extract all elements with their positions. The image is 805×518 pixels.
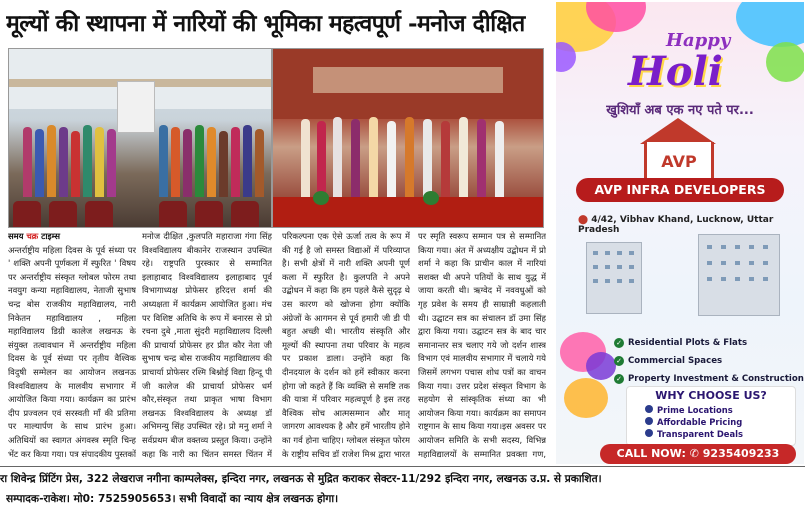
house-roof-icon bbox=[640, 118, 716, 144]
why-item: Prime Locations bbox=[645, 405, 733, 415]
location-pin-icon: ⬤ bbox=[578, 215, 589, 225]
building-illustration-right bbox=[698, 234, 780, 316]
feature-item: ✓ Commercial Spaces bbox=[614, 356, 794, 366]
article-column-3: परिकल्पना एक ऐसे ऊर्जा तत्व के रूप में की गई है जो समस्त विद्याओं में परिव्याप्त है। सभी क्षेत्रों में नारी शक्ति अपनी पूर्ण कला में स्फुरित है। कुलपति ने अपने उद्बोधन में कहा कि हम पहले कैसे सुदृढ़ थे उस कारण को खोजना होगा क्योंकि अंग्रेजों के आगमन से पूर्व हमारी जी डी पी बहुत अच्छी थी। भारतीय संस्कृति और मूल्यों की स्थापना तथा परिवार के महत्व पर प्रकाश डाला। उन्होंने कहा कि दीनदयाल के दर्शन को हमें स्वीकार करना होगा जो कहते हैं कि व्यक्ति से समष्टि तक की यात्रा में परिवार महत्वपूर्ण है इस तरह वैश्विक सोच आत्मसम्मान और मातृ जागरण आवश्यक है और हमें भारतीय होने का गर्व होना चाहिए। ग्लोबल संस्कृत फोरम के राष्ट्रीय सचिव डॉ राजेश मिश्र द्वारा भारत bbox=[282, 231, 410, 459]
bullet-icon bbox=[645, 405, 653, 413]
advertisement[interactable] bbox=[556, 2, 804, 464]
article-column-4: पर स्मृति स्वरूप सम्मान पत्र से सम्मानित किया गया। अंत में अध्यक्षीय उद्बोधन में प्रो शर्मा ने कहा कि प्राचीन काल में नारियां सशक्त थी अपने पतियों के साथ युद्ध में जाया करती थी। ऋग्वेद में नववधुओं को गृह प्रवेश के समय ही साम्राज्ञी कहलाती थी। उद्घाटन सत्र का संचालन डॉ उमा सिंह द्वारा किया गया। उद्घाटन सत्र के बाद चार समानान्तर सत्र चलाए गये जो दर्शन शास्त्र विभाग एवं मालवीय सभागार में चलाये गये जिसमें लगभग पचास शोध पत्रों का वाचन किया गया। उत्तर प्रदेश संस्कृत विभाग के सहयोग से सांस्कृतिक संध्या का भी आयोजन किया गया। कार्यक्रम का समापन राष्ट्रगान के साथ किया गया।इस अवसर पर आयोजन समिति के सभी सदस्य, विभिन्न महाविद्यालयों के सम्मानित प्रवक्ता गण, bbox=[418, 231, 546, 459]
why-choose-us-box bbox=[626, 386, 796, 446]
check-icon: ✓ bbox=[614, 356, 624, 366]
why-item: Transparent Deals bbox=[645, 429, 743, 439]
phone-number[interactable]: 9235409233 bbox=[702, 447, 780, 460]
bullet-icon bbox=[645, 417, 653, 425]
article-column-2: मनोज दीक्षित ,कुलपति महाराजा गंगा सिंह विश्वविद्यालय बीकानेर राजस्थान उपस्थित रहे। राष्ट्रपति पुरस्कार से सम्मानित इलाहाबाद विश्वविद्यालय इलाहाबाद पूर्व विभागाध्यक्ष प्रोफेसर हरिदत्त शर्मा की अध्यक्षता में कार्यक्रम आयोजित हुआ। मंच पर विशिष्ट अतिथि के रूप में बनारस से प्रो रचना दुबे ,माता सुंदरी महाविद्यालय दिल्ली की प्राचार्या प्रोफेसर हर प्रीत कौर नेता जी सुभाष चन्द्र बोस राजकीय महाविद्यालय की प्राचार्या प्रोफेसर रश्मि बिश्नोई विद्या हिन्दू पी जी कालेज की प्राचार्या प्रोफेसर धर्म कौर,संस्कृत तथा प्राकृत भाषा विभाग लखनऊ विश्वविद्यालय के अध्यक्ष डॉ अभिमन्यु सिंह उपस्थित रहे। प्रो मनु शर्मा ने सर्वप्रथम बीज वक्तव्य प्रस्तुत किया। उन्होंने कहा कि नारी का चिंतन समस्त चिंतन में bbox=[142, 231, 272, 459]
building-illustration-left bbox=[586, 242, 642, 314]
feature-item: ✓ Property Investment & Construction bbox=[614, 374, 794, 384]
editor-line: सम्पादक-राकेश। मो0: 7525905653। सभी विवादों का न्याय क्षेत्र लखनऊ होगा। bbox=[6, 493, 339, 505]
feature-list bbox=[614, 338, 804, 392]
event-photo-right bbox=[272, 48, 544, 228]
dateline: समय चक्र टाइम्स bbox=[8, 231, 61, 241]
feature-item: ✓ Residential Plots & Flats bbox=[614, 338, 794, 348]
why-item: Affordable Pricing bbox=[645, 417, 742, 427]
phone-icon: ✆ bbox=[689, 447, 699, 460]
headline: मूल्यों की स्थापना में नारियों की भूमिका महत्वपूर्ण -मनोज दीक्षित bbox=[6, 10, 525, 37]
imprint-line: रा शिवेन्द्र प्रिंटिंग प्रेस, 322 लेखराज नगीना काम्पलेक्स, इन्दिरा नगर, लखनऊ से मुद्रित कराकर सेक्टर-11/292 इन्दिरा नगर, लखनऊ उ.प्र. से प्रकाशित। bbox=[0, 473, 602, 485]
footer-divider bbox=[0, 466, 805, 467]
brand-logo: AVP bbox=[644, 142, 714, 185]
article-column-1 bbox=[8, 230, 136, 462]
call-now-button[interactable] bbox=[600, 444, 796, 464]
article-text-1: अन्तर्राष्ट्रीय महिला दिवस के पूर्व संध्या पर ' शक्ति अपनी पूर्णकला में स्फुरित ' विषय पर अन्तर्राष्ट्रीय संस्कृत ग्लोबल फोरम तथा नवयुग कन्या महाविद्यालय, नेताजी सुभाष चन्द्र बोस राजकीय महाविद्यालय, नारी निकेतन महाविद्यालय , महिला महाविद्यालय डिग्री कालेज लखनऊ के संयुक्त तत्वावधान में अन्तर्राष्ट्रीय महिला दिवस के पूर्व संध्या पर तृतीय वैश्विक विदुषी सम्मेलन का आयोजन लखनऊ विश्वविद्यालय के मालवीय सभागार में आयोजित किया गया। कार्यक्रम का प्रारंभ दीप प्रज्वलन एवं सरस्वती माँ की प्रतिमा पर माल्यार्पण के साथ प्रारंभ हुआ। अतिथियों का स्वागत अंगवस्त्र स्मृति चिन्ह भेंट कर किया गया। पत्र संपादकीय पुस्तकों bbox=[8, 244, 136, 459]
call-label: CALL NOW: bbox=[616, 447, 686, 460]
dateline-brand: चक्र bbox=[26, 231, 39, 241]
holi-text: Holi bbox=[628, 48, 723, 95]
ad-tagline: खुशियाँ अब एक नए पते पर... bbox=[606, 103, 754, 118]
why-choose-us-title: WHY CHOOSE US? bbox=[655, 389, 767, 402]
brand-name: AVP INFRA DEVELOPERS bbox=[576, 178, 784, 202]
happy-text: Happy bbox=[666, 30, 731, 51]
event-photo-left bbox=[8, 48, 272, 228]
bullet-icon bbox=[645, 429, 653, 437]
check-icon: ✓ bbox=[614, 374, 624, 384]
ad-address: ⬤ 4/42, Vibhav Khand, Lucknow, Uttar Pradesh bbox=[578, 215, 774, 235]
check-icon: ✓ bbox=[614, 338, 624, 348]
